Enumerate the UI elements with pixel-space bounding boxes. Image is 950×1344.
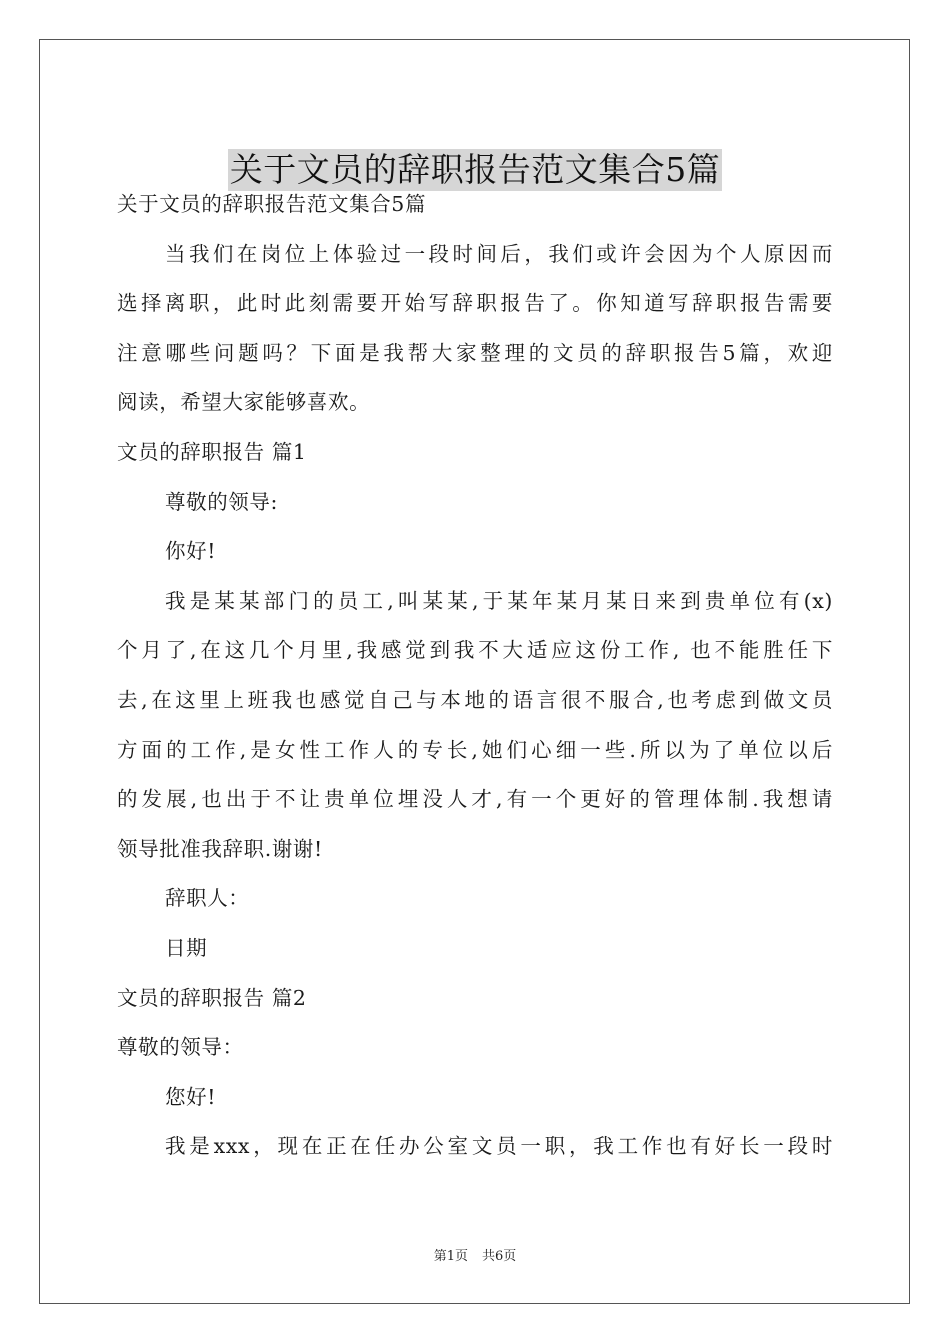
text-line: 尊敬的领导： [117, 1035, 244, 1060]
text-line: 当我们在岗位上体验过一段时间后，我们或许会因为个人原因而 [165, 241, 833, 266]
text-line: 文员的辞职报告 篇2 [117, 985, 307, 1010]
text-line: 个月了,在这几个月里,我感觉到我不大适应这份工作, 也不能胜任下 [117, 638, 833, 663]
text-line: 注意哪些问题吗？下面是我帮大家整理的文员的辞职报告5篇，欢迎 [117, 340, 833, 365]
text-line: 文员的辞职报告 篇1 [117, 439, 307, 464]
text-line: 关于文员的辞职报告范文集合5篇 [117, 192, 427, 216]
text-line: 尊敬的领导: [165, 489, 279, 514]
page-footer [0, 1248, 950, 1266]
text-line: 的发展,也出于不让贵单位埋没人才,有一个更好的管理体制.我想请 [117, 787, 833, 812]
text-line: 您好! [165, 1084, 217, 1109]
text-line: 你好! [165, 539, 217, 564]
text-line: 日期 [165, 935, 208, 960]
text-line: 我是xxx，现在正在任办公室文员一职，我工作也有好长一段时 [165, 1134, 833, 1159]
text-line: 辞职人： [165, 886, 250, 911]
page-total: 共6页 [482, 1249, 517, 1264]
document-title: 关于文员的辞职报告范文集合5篇 [229, 150, 721, 190]
text-line: 方面的工作,是女性工作人的专长,她们心细一些.所以为了单位以后 [117, 737, 833, 762]
text-line: 去,在这里上班我也感觉自己与本地的语言很不服合,也考虑到做文员 [117, 687, 833, 712]
text-line: 领导批准我辞职.谢谢! [117, 836, 323, 861]
text-line: 阅读，希望大家能够喜欢。 [117, 390, 371, 415]
text-line: 我是某某部门的员工,叫某某,于某年某月某日来到贵单位有(x) [165, 588, 833, 613]
document-body [117, 180, 833, 1172]
text-line: 选择离职，此时此刻需要开始写辞职报告了。你知道写辞职报告需要 [117, 291, 833, 316]
page-number: 第1页 [433, 1249, 468, 1264]
